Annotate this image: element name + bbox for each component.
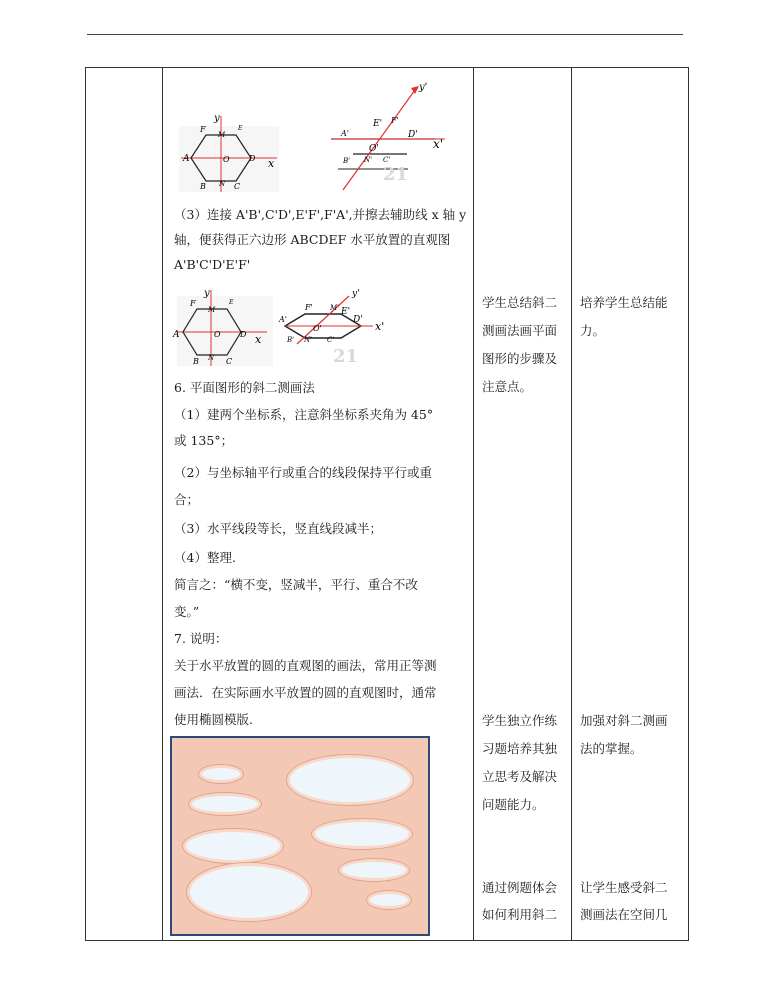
figure-label: A	[183, 154, 190, 164]
student-text: 图形的步骤及	[482, 351, 558, 366]
item7-title: 7. 说明：	[174, 631, 228, 646]
figure-label: E	[229, 299, 234, 306]
figure-label: D	[249, 154, 256, 163]
item7-line2: 画法．在实际画水平放置的圆的直观图时，通常	[174, 685, 437, 700]
student-text: 学生总结斜二	[482, 295, 558, 310]
ellipse	[192, 796, 258, 812]
figure-label: E'	[341, 307, 351, 317]
item6-title: 6. 平面图形的斜二测画法	[174, 380, 315, 395]
label-x: x	[268, 157, 275, 170]
student-text: 立思考及解决	[482, 769, 558, 784]
figure-label: N'	[304, 336, 313, 344]
purpose-text: 培养学生总结能	[580, 295, 668, 310]
purpose-text: 法的掌握。	[580, 741, 643, 756]
figure-label: M	[218, 131, 226, 139]
purpose-text: 力。	[580, 323, 606, 338]
figure-label: O'	[369, 144, 379, 154]
student-text: 问题能力。	[482, 797, 545, 812]
lesson-table	[85, 67, 689, 941]
ellipse	[190, 866, 308, 918]
student-activity-column	[474, 68, 572, 941]
purpose-text: 测画法在空间几	[580, 907, 668, 922]
figure-label: y	[204, 288, 210, 299]
student-text: 如何利用斜二	[482, 907, 558, 922]
figure-label: 21	[333, 346, 359, 367]
figure-label: B	[200, 182, 206, 191]
figure-label: E	[238, 125, 243, 132]
item6-step1-line2: 或 135°；	[174, 433, 234, 448]
figure-label: F'	[391, 116, 399, 125]
summary-line2: 变。”	[174, 604, 200, 619]
item6-step4: （4）整理.	[174, 550, 236, 565]
figure-label: y'	[419, 82, 428, 93]
figure-label: F	[200, 125, 206, 134]
ellipse	[202, 768, 240, 780]
student-text: 学生独立作练	[482, 713, 558, 728]
figure-label: A'	[341, 129, 349, 138]
figure-label: O'	[313, 324, 322, 333]
student-text: 通过例题体会	[482, 880, 558, 895]
figure-label: D'	[353, 315, 363, 325]
figure-label: M	[208, 306, 216, 314]
figure-label: F'	[305, 303, 313, 312]
stage-column	[86, 68, 163, 941]
student-text: 测画法画平面	[482, 323, 558, 338]
ellipse	[290, 758, 410, 802]
figure-label: F	[190, 299, 196, 308]
figure-label: C	[226, 357, 233, 366]
figure-label: B'	[343, 157, 351, 165]
figure-label: y'	[352, 289, 360, 299]
design-purpose-column	[572, 68, 689, 941]
figure-label: x'	[433, 137, 444, 151]
figure-label: x'	[375, 320, 385, 333]
figure-label: O	[223, 155, 230, 164]
item6-step3: （3）水平线段等长，竖直线段减半；	[174, 521, 382, 536]
figure-label: B	[193, 357, 199, 366]
step3-line3: A'B'C'D'E'F'	[174, 257, 251, 272]
purpose-text: 加强对斜二测画	[580, 713, 668, 728]
figure-label: A	[173, 330, 180, 340]
figure-label: N	[208, 354, 215, 362]
figure-hexagon-oblique-2	[163, 282, 473, 372]
figure-label: N	[219, 180, 226, 188]
item7-line1: 关于水平放置的圆的直观图的画法，常用正等测	[174, 658, 437, 673]
figure-label: M'	[330, 304, 340, 312]
header-rule	[87, 34, 683, 35]
watermark: 21	[383, 164, 409, 185]
step3-line1: （3）连接 A'B',C'D',E'F',F'A',并擦去辅助线 x 轴 y	[174, 207, 467, 222]
figure-label: D'	[408, 130, 418, 140]
purpose-text: 让学生感受斜二	[580, 880, 668, 895]
item6-step2-line1: （2）与坐标轴平行或重合的线段保持平行或重	[174, 465, 432, 480]
item6-step2-line2: 合；	[174, 492, 200, 507]
figure-label: B'	[287, 336, 295, 344]
content-column	[163, 68, 474, 941]
student-text: 注意点。	[482, 379, 533, 394]
summary-line1: 简言之：“横不变，竖减半，平行、重合不改	[174, 577, 418, 592]
figure-label: A'	[279, 315, 287, 324]
figure-label: E'	[373, 119, 383, 129]
ellipse	[186, 832, 280, 860]
item7-line3: 使用椭圆模版.	[174, 712, 253, 727]
label-y: y	[214, 113, 220, 124]
figure-label: x	[255, 333, 262, 346]
figure-hexagon-oblique-1	[163, 68, 473, 198]
figure-label: O	[214, 330, 221, 339]
figure-label: N'	[364, 156, 373, 164]
ellipse	[370, 894, 408, 906]
step3-line2: 轴，便获得正六边形 ABCDEF 水平放置的直观图	[174, 232, 451, 247]
student-text: 习题培养其独	[482, 741, 558, 756]
figure-label: C'	[383, 156, 391, 164]
item6-step1-line1: （1）建两个坐标系，注意斜坐标系夹角为 45°	[174, 407, 434, 422]
ellipse-template-image	[170, 736, 430, 936]
ellipse	[342, 862, 406, 878]
figure-label: D	[240, 330, 247, 339]
figure-label: C	[234, 182, 241, 191]
figure-label: C'	[327, 336, 335, 344]
ellipse	[315, 822, 409, 846]
